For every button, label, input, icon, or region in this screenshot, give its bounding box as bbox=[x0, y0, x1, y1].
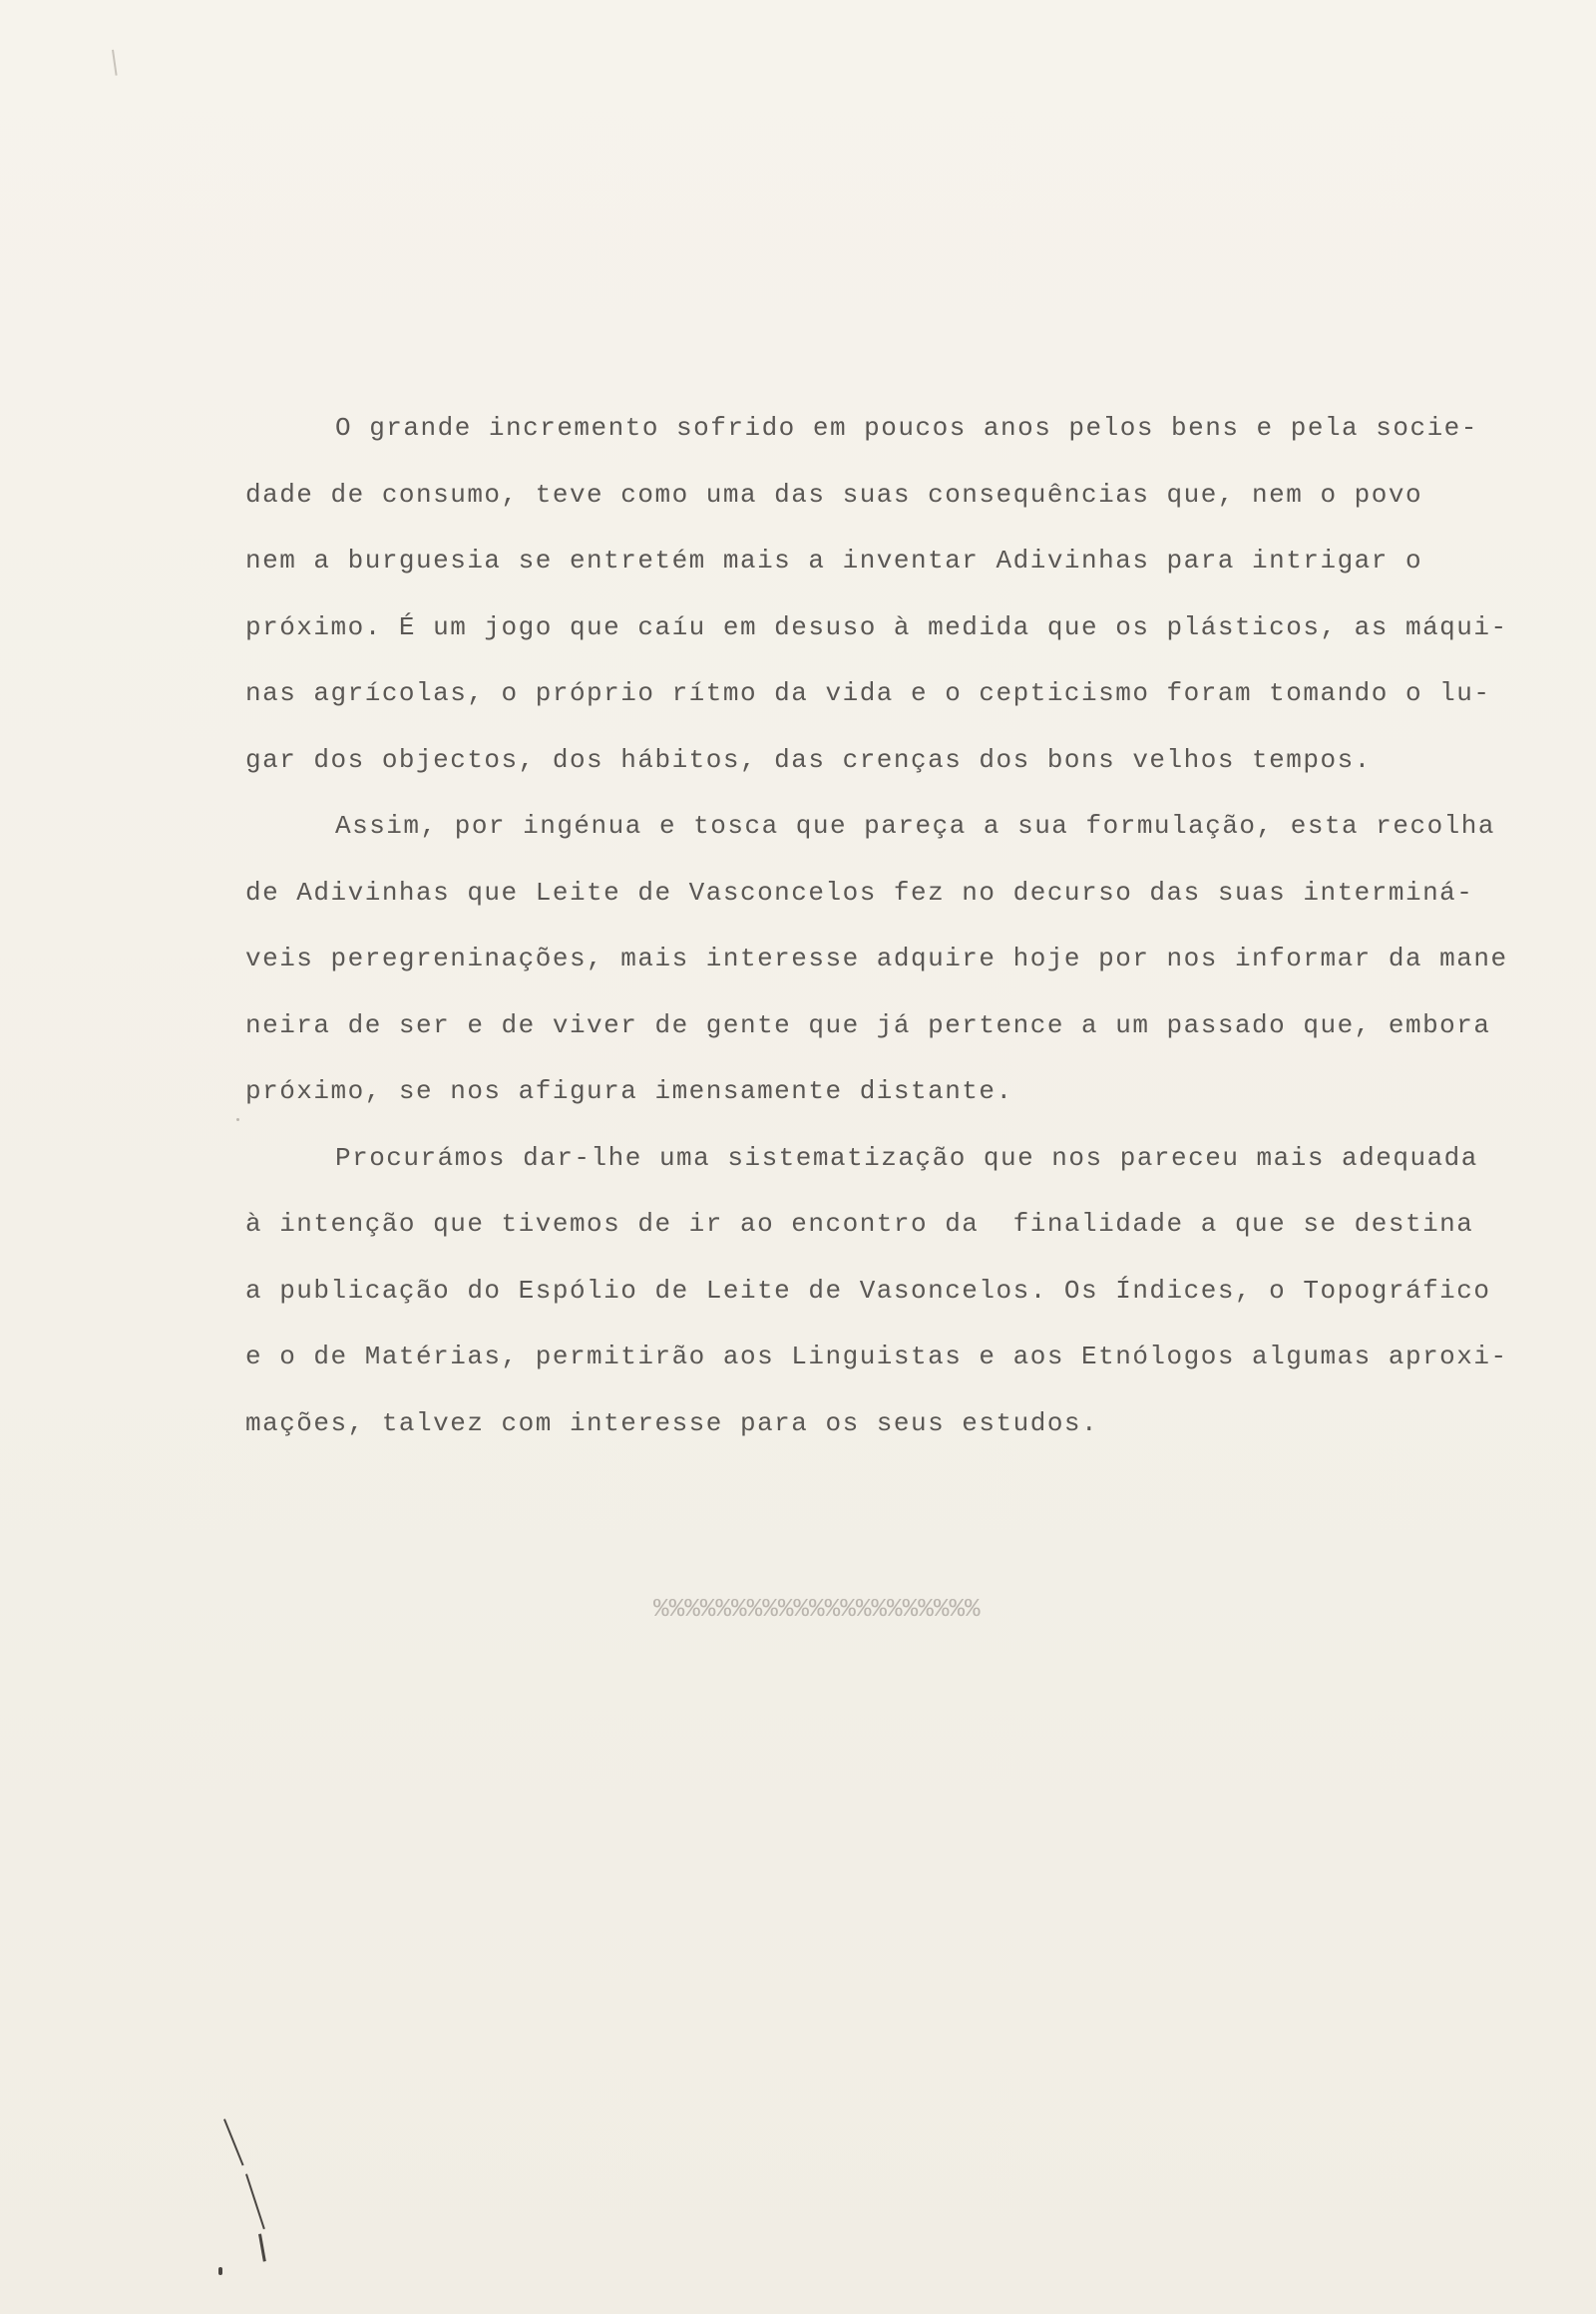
text-line: de Adivinhas que Leite de Vasconcelos fez no decurso das suas interminá- bbox=[245, 877, 1474, 908]
text-line: nem a burguesia se entretém mais a inventar Adivinhas para intrigar o bbox=[245, 546, 1423, 576]
text-line: dade de consumo, teve como uma das suas consequências que, nem o povo bbox=[245, 479, 1423, 510]
body-text bbox=[245, 395, 1582, 1456]
paper-mark bbox=[236, 1118, 239, 1121]
text-line: a publicação do Espólio de Leite de Vasoncelos. Os Índices, o Topográfico bbox=[245, 1275, 1491, 1306]
paper-mark bbox=[112, 50, 118, 76]
pen-stroke bbox=[258, 2233, 266, 2261]
text-line: próximo, se nos afigura imensamente distante. bbox=[245, 1076, 1013, 1106]
text-line: gar dos objectos, dos hábitos, das crenças dos bons velhos tempos. bbox=[245, 744, 1372, 775]
text-line: à intenção que tivemos de ir ao encontro da finalidade a que se destina bbox=[245, 1209, 1474, 1239]
pen-mark bbox=[218, 2267, 222, 2275]
pen-stroke bbox=[245, 2173, 265, 2229]
text-line: neira de ser e de viver de gente que já pertence a um passado que, embora bbox=[245, 1009, 1491, 1040]
text-line: veis peregreninações, mais interesse adquire hoje por nos informar da mane bbox=[245, 944, 1508, 973]
text-line: nas agrícolas, o próprio rítmo da vida e o cepticismo foram tomando o lu- bbox=[245, 678, 1491, 708]
text-line: mações, talvez com interesse para os seus estudos. bbox=[245, 1407, 1099, 1438]
text-line: Procurámos dar-lhe uma sistematização que nos pareceu mais adequada bbox=[335, 1142, 1478, 1173]
text-line: e o de Matérias, permitirão aos Linguistas e aos Etnólogos algumas aproxi- bbox=[245, 1342, 1508, 1371]
pen-stroke bbox=[223, 2119, 244, 2165]
text-line: O grande incremento sofrido em poucos anos pelos bens e pela socie- bbox=[335, 413, 1478, 443]
text-line: próximo. É um jogo que caíu em desuso à medida que os plásticos, as máqui- bbox=[245, 611, 1508, 642]
ornament-divider: %%%%%%%%%%%%%%%%%%%%% bbox=[653, 1594, 981, 1624]
text-line: Assim, por ingénua e tosca que pareça a sua formulação, esta recolha bbox=[335, 811, 1495, 841]
